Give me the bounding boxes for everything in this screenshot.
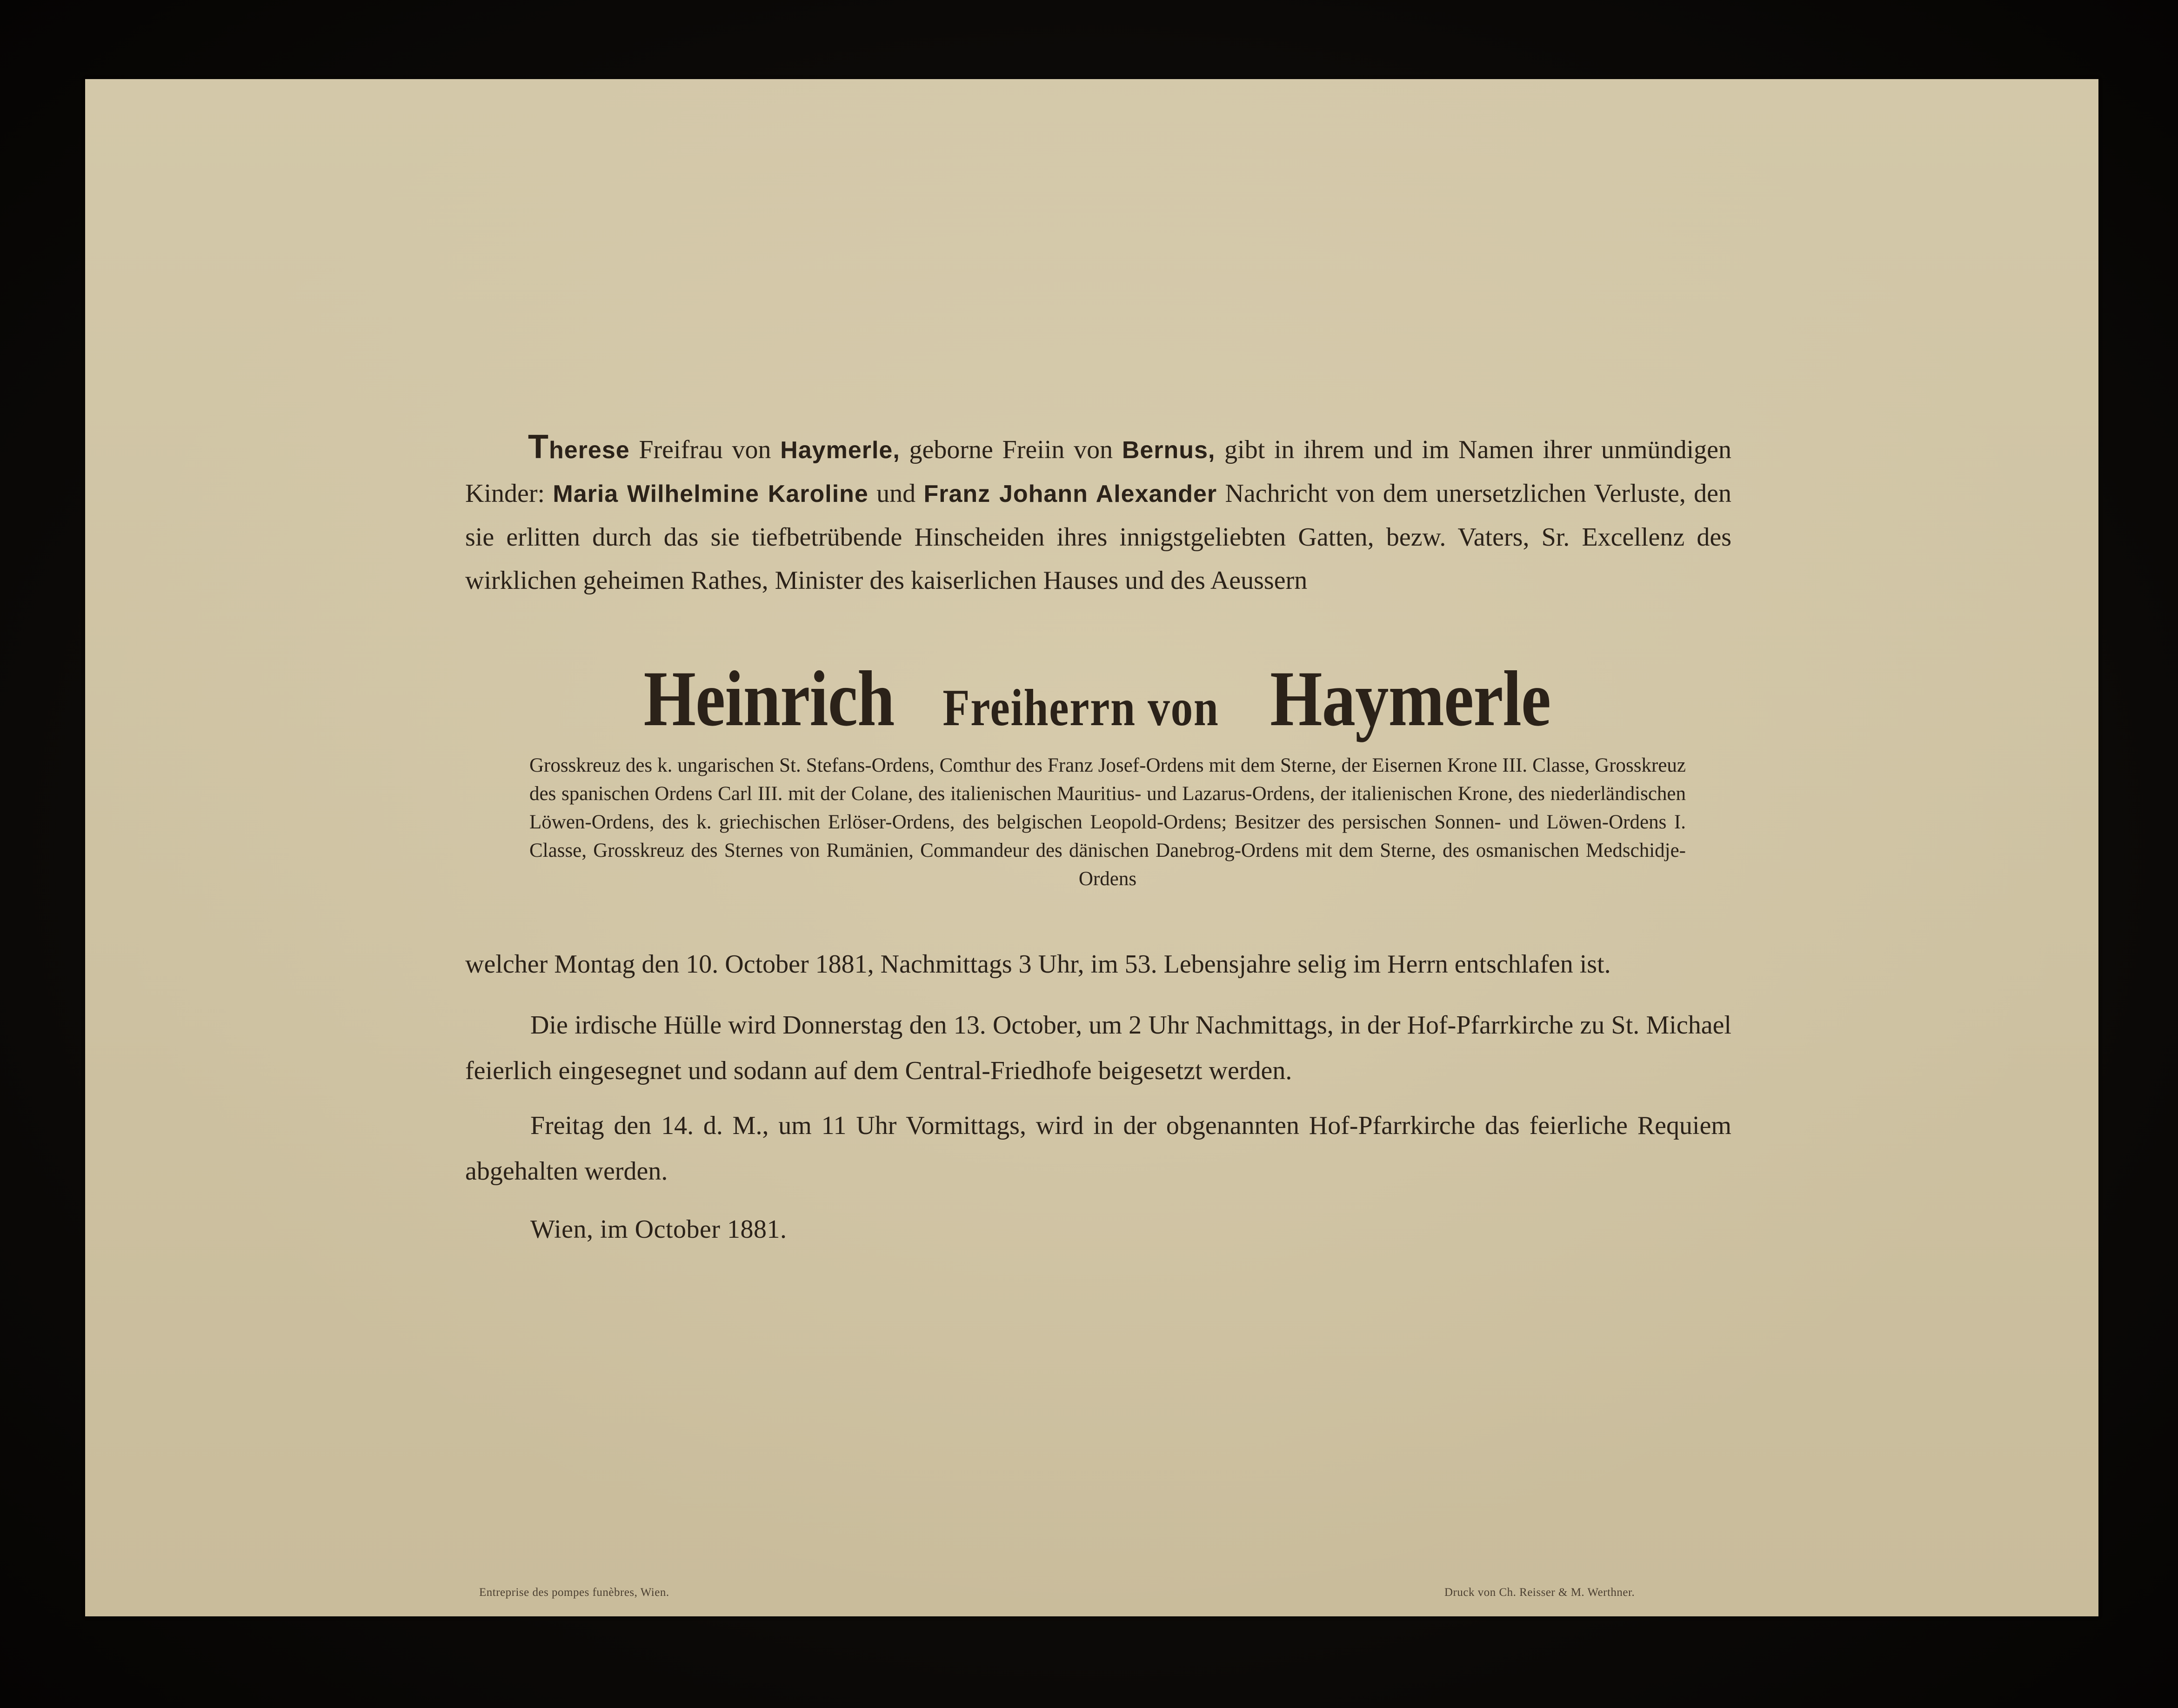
announcement-intro <box>465 426 1731 602</box>
honours-list: Grosskreuz des k. ungarischen St. Stefans-Ordens, Comthur des Franz Josef-Ordens mit dem Sterne, der Eisernen Krone III. Classe, Grosskreuz des spanischen Ordens Carl III. mit der Colane, des italienischen Mauritius- und Lazarus-Ordens, der italienischen Krone, des niederländischen Löwen-Ordens, des k. griechischen Erlöser-Ordens, des belgischen Leopold-Ordens; Besitzer des persischen Sonnen- und Löwen-Ordens I. Classe, Grosskreuz des Sternes von Rumänien, Commandeur des dänischen Danebrog-Ordens mit dem Sterne, des osmanischen Medschidje-Ordens <box>529 754 1686 890</box>
widow-first-letter: T <box>528 428 549 466</box>
deceased-title: Freiherrn von <box>942 679 1219 737</box>
death-statement: welcher Montag den 10. October 1881, Nachmittags 3 Uhr, im 53. Lebensjahre selig im Herrn entschlafen ist. <box>465 950 1611 979</box>
intro-text-3: gibt in ihrem und im Namen ihrer unmündigen Kinder: <box>465 435 1732 508</box>
deceased-name <box>465 654 1731 744</box>
widow-maiden-name: Bernus, <box>1122 437 1216 464</box>
printer-imprint: Druck von Ch. Reisser & M. Werthner. <box>1444 1586 1635 1599</box>
intro-text-5: Nachricht von dem unersetzlichen Verluste, den sie erlitten durch das sie tiefbetrübende Hinscheiden ihres innigstgeliebten Gatten, bezw. Vaters, Sr. Excellenz des wirklichen geheimen Rathes, Minister des kaiserlichen Hauses und des Aeussern <box>465 479 1732 595</box>
intro-text-4: und <box>868 479 924 508</box>
deceased-surname: Haymerle <box>1270 655 1551 742</box>
place-date: Wien, im October 1881. <box>530 1215 787 1244</box>
widow-first-name: herese <box>548 437 630 464</box>
intro-text-1: Freifrau von <box>629 435 781 464</box>
child-name-2: Franz Johann Alexander <box>923 480 1217 507</box>
requiem-paragraph: Freitag den 14. d. M., um 11 Uhr Vormittags, wird in der obgenannten Hof-Pfarrkirche das feierliche Requiem abgehalten werden. <box>465 1111 1731 1186</box>
intro-text-2: geborne Freiin von <box>900 435 1122 464</box>
child-name-1: Maria Wilhelmine Karoline <box>553 480 869 507</box>
deceased-first-name: Heinrich <box>643 655 895 742</box>
burial-paragraph: Die irdische Hülle wird Donnerstag den 13. October, um 2 Uhr Nachmittags, in der Hof-Pfarrkirche zu St. Michael feierlich eingesegnet und sodann auf dem Central-Friedhofe beigesetzt werden. <box>465 1011 1731 1085</box>
undertaker-imprint: Entreprise des pompes funèbres, Wien. <box>479 1586 669 1599</box>
widow-surname: Haymerle, <box>780 437 900 464</box>
